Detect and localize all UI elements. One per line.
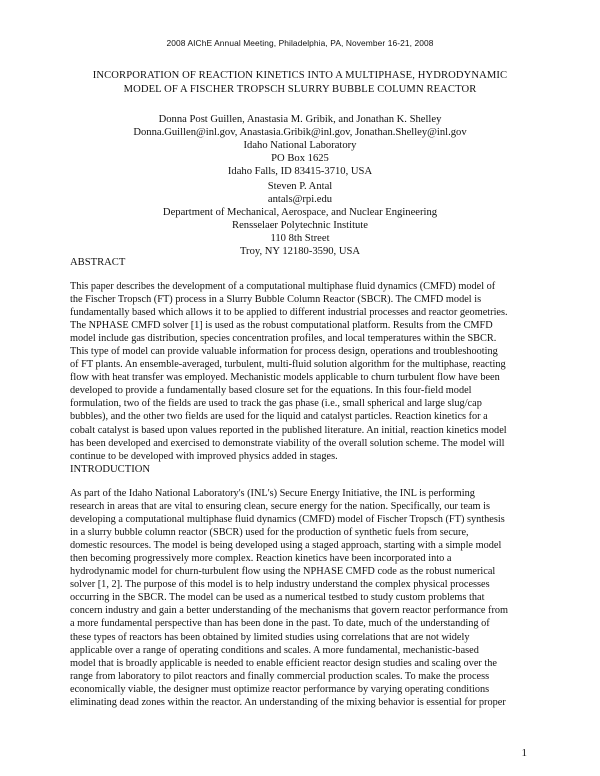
- text-line: eliminating dead zones within the reactor. An understanding of the mixing behavior is essential for proper: [70, 696, 506, 708]
- text-line: economically viable, the designer must optimize reactor performance by varying operating conditions: [70, 683, 490, 695]
- text-line: fundamentally based which allows it to be applied to different industrial processes and reactor geometries.: [70, 307, 508, 319]
- author-organization: Idaho National Laboratory: [243, 140, 357, 151]
- author-email: antals@rpi.edu: [267, 194, 333, 205]
- text-line: in a slurry bubble column reactor (SBCR) used for the production of synthetic fuels from secure,: [70, 527, 469, 539]
- author-city: Troy, NY 12180-3590, USA: [239, 246, 361, 257]
- text-line: of FT plants. An ensemble-averaged, turbulent, multi-fluid solution algorithm for the multiphase, reacting: [70, 359, 506, 371]
- text-line: model that is broadly applicable is needed to enable efficient reactor design studies and scaling over the: [70, 657, 497, 669]
- text-line: occurring in the SBCR. The model can be used as a numerical testbed to study custom problems that: [70, 592, 485, 604]
- author-city: Idaho Falls, ID 83415-3710, USA: [227, 166, 373, 177]
- text-line: This paper describes the development of a computational multiphase fluid dynamics (CMFD) model of: [70, 281, 496, 292]
- text-line: applicable over a range of operating conditions and scales. A more fundamental, mechanistic-based: [70, 644, 479, 656]
- page-number: 1: [521, 747, 527, 759]
- text-line: developing a computational multiphase fluid dynamics (CMFD) model of Fischer Tropsch (FT) synthesis: [70, 514, 505, 526]
- text-line: concern industry and gain a better understanding of the mechanisms that govern reactor performance from: [70, 605, 509, 617]
- text-line: domestic resources. The model is being developed using a staged approach, starting with a simple model: [70, 540, 502, 552]
- text-line: model include gas distribution, species concentration profiles, and local temperatures within the SBCR.: [70, 333, 497, 345]
- text-line: research in areas that are vital to ensuring clean, secure energy for the nation. Specifically, our team is: [70, 501, 490, 513]
- text-line: flow with heat transfer was employed. Mechanistic models applicable to churn turbulent flow have been: [70, 372, 500, 384]
- text-line: cobalt catalyst is based upon values reported in the published literature. An initial, reaction kinetics model: [70, 424, 507, 436]
- text-line: This type of model can provide valuable information for process design, operations and troubleshooting: [70, 346, 498, 358]
- text-line: continue to be developed with improved physics added in stages.: [70, 450, 338, 462]
- introduction-paragraph: [70, 487, 535, 709]
- abstract-paragraph: [70, 280, 535, 463]
- title-line: INCORPORATION OF REACTION KINETICS INTO A MULTIPHASE, HYDRODYNAMIC: [92, 70, 508, 81]
- author-names: Donna Post Guillen, Anastasia M. Gribik, and Jonathan K. Shelley: [158, 114, 442, 125]
- author-street: 110 8th Street: [270, 233, 330, 244]
- text-line: bubbles), and the other two fields are used for the liquid and catalyst particles. Reaction kinetics for a: [70, 411, 488, 423]
- text-line: range from laboratory to pilot reactors and finally commercial production scales. To make the process: [70, 670, 490, 682]
- text-line: then becoming progressively more complex. Reaction kinetics have been incorporated into a: [70, 553, 452, 565]
- author-institute: Rensselaer Polytechnic Institute: [232, 220, 368, 231]
- text-line: hydrodynamic model for churn-turbulent flow using the NPHASE CMFD code as the robust numerical: [70, 566, 496, 578]
- text-line: has been developed and exercised to demonstrate viability of the overall solution scheme. The model will: [70, 437, 505, 449]
- text-line: The NPHASE CMFD solver [1] is used as the robust computational platform. Results from the CMFD: [70, 320, 493, 332]
- text-line: these types of reactors has been obtained by limited studies using correlations that are not widely: [70, 631, 470, 643]
- author-department: Department of Mechanical, Aerospace, and Nuclear Engineering: [162, 207, 438, 218]
- title-line: MODEL OF A FISCHER TROPSCH SLURRY BUBBLE COLUMN REACTOR: [123, 84, 477, 95]
- text-line: formulation, two of the fields are used to track the gas phase (i.e., small spherical and large slug/cap: [70, 398, 482, 410]
- conference-header: 2008 AIChE Annual Meeting, Philadelphia, PA, November 16-21, 2008: [166, 38, 434, 48]
- text-line: As part of the Idaho National Laboratory's (INL's) Secure Energy Initiative, the INL is performing: [70, 488, 475, 499]
- paper-title: [60, 69, 540, 97]
- text-line: solver [1, 2]. The purpose of this model is to help industry understand the complex physical processes: [70, 579, 490, 591]
- abstract-heading: ABSTRACT: [70, 257, 126, 268]
- introduction-heading: INTRODUCTION: [70, 464, 151, 475]
- text-line: developed to provide a fundamentally based closure set for the equations. In this four-field model: [70, 385, 472, 397]
- author-name: Steven P. Antal: [267, 181, 333, 192]
- text-line: a more fundamental perspective than has been done in the past. To date, much of the understanding of: [70, 618, 490, 630]
- author-block-rpi: [0, 180, 600, 258]
- author-po-box: PO Box 1625: [271, 153, 329, 164]
- text-line: the Fischer Tropsch (FT) process in a Slurry Bubble Column Reactor (SBCR). The CMFD model is: [70, 294, 482, 306]
- author-block-inl: [0, 113, 600, 178]
- author-emails: Donna.Guillen@inl.gov, Anastasia.Gribik@inl.gov, Jonathan.Shelley@inl.gov: [133, 127, 467, 138]
